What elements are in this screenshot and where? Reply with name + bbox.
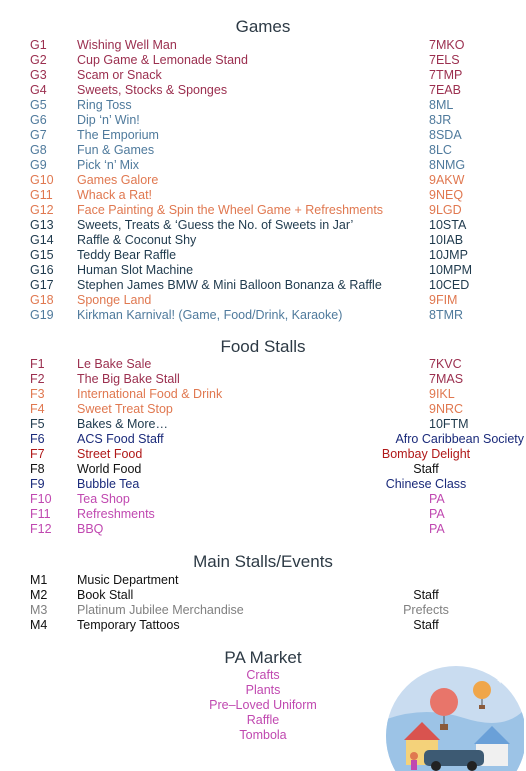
food-stall-row [0, 492, 526, 507]
game-row [0, 68, 526, 83]
game-organiser: 9NEQ [429, 188, 464, 202]
food-stall-row [0, 432, 526, 447]
food-stall-code: F2 [30, 372, 45, 386]
game-name: Human Slot Machine [77, 263, 194, 277]
game-row [0, 233, 526, 248]
food-stall-name: Bubble Tea [77, 477, 140, 491]
food-stall-row [0, 372, 526, 387]
food-stall-name: Bakes & More… [77, 417, 169, 431]
game-code: G15 [30, 248, 54, 262]
food-stall-row [0, 402, 526, 417]
main-stall-name: Music Department [77, 573, 179, 587]
food-stall-row [0, 507, 526, 522]
food-stall-code: F8 [30, 462, 45, 476]
food-stall-name: World Food [77, 462, 142, 476]
game-name: Cup Game & Lemonade Stand [77, 53, 248, 67]
game-row [0, 83, 526, 98]
game-code: G12 [30, 203, 54, 217]
game-code: G4 [30, 83, 47, 97]
main-stall-row [0, 588, 526, 603]
food-stall-name: Sweet Treat Stop [77, 402, 173, 416]
game-name: Kirkman Karnival! (Game, Food/Drink, Karaoke) [77, 308, 343, 322]
game-code: G6 [30, 113, 47, 127]
food-stall-organiser: Bombay Delight [381, 447, 471, 461]
game-code: G16 [30, 263, 54, 277]
main-stall-code: M1 [30, 573, 48, 587]
game-organiser: 10JMP [429, 248, 468, 262]
game-code: G10 [30, 173, 54, 187]
game-name: Dip ‘n’ Win! [77, 113, 140, 127]
game-row [0, 38, 526, 53]
food-stall-name: BBQ [77, 522, 104, 536]
game-code: G13 [30, 218, 54, 232]
main-stall-code: M3 [30, 603, 48, 617]
fair-illustration [384, 660, 524, 771]
game-code: G5 [30, 98, 47, 112]
food-stall-name: Refreshments [77, 507, 155, 521]
main-stall-name: Platinum Jubilee Merchandise [77, 603, 244, 617]
game-code: G18 [30, 293, 54, 307]
food-stall-organiser: PA [429, 507, 445, 521]
game-row [0, 293, 526, 308]
game-organiser: 8JR [429, 113, 452, 127]
game-organiser: 7ELS [429, 53, 460, 67]
food-stall-name: Street Food [77, 447, 143, 461]
food-stall-code: F7 [30, 447, 45, 461]
pa-market-item: Crafts [246, 668, 280, 682]
pa-heading: PA Market [224, 648, 302, 667]
pa-market-item: Tombola [239, 728, 287, 742]
game-organiser: 8NMG [429, 158, 466, 172]
game-row [0, 203, 526, 218]
game-code: G2 [30, 53, 47, 67]
game-code: G1 [30, 38, 47, 52]
food-stall-organiser: 7MAS [429, 372, 464, 386]
game-name: Teddy Bear Raffle [77, 248, 177, 262]
food-stall-organiser: Staff [413, 462, 439, 476]
main-stall-row [0, 573, 526, 588]
game-row [0, 113, 526, 128]
pa-market-item: Raffle [246, 713, 280, 727]
game-code: G8 [30, 143, 47, 157]
main-stall-code: M4 [30, 618, 48, 632]
game-row [0, 308, 526, 323]
game-code: G17 [30, 278, 54, 292]
game-organiser: 7EAB [429, 83, 461, 97]
game-code: G14 [30, 233, 54, 247]
game-row [0, 263, 526, 278]
food-stall-row [0, 462, 526, 477]
game-name: Wishing Well Man [77, 38, 177, 52]
game-name: Sweets, Stocks & Sponges [77, 83, 228, 97]
game-name: Face Painting & Spin the Wheel Game + Refreshments [77, 203, 384, 217]
game-name: Raffle & Coconut Shy [77, 233, 197, 247]
main-heading: Main Stalls/Events [193, 552, 333, 571]
game-organiser: 9FIM [429, 293, 458, 307]
main-stall-name: Book Stall [77, 588, 134, 602]
food-stall-row [0, 447, 526, 462]
food-stall-code: F4 [30, 402, 45, 416]
game-code: G11 [30, 188, 53, 202]
game-name: Whack a Rat! [77, 188, 153, 202]
food-stall-code: F9 [30, 477, 45, 491]
game-code: G3 [30, 68, 47, 82]
game-name: Scam or Snack [77, 68, 162, 82]
food-stall-organiser: 10FTM [429, 417, 469, 431]
main-stall-organiser: Staff [413, 588, 439, 602]
game-row [0, 98, 526, 113]
food-stall-name: ACS Food Staff [77, 432, 164, 446]
food-stall-code: F12 [30, 522, 52, 536]
game-row [0, 128, 526, 143]
game-name: Fun & Games [77, 143, 155, 157]
game-name: Stephen James BMW & Mini Balloon Bonanza & Raffle [77, 278, 382, 292]
food-stall-code: F5 [30, 417, 45, 431]
main-stall-organiser: Staff [413, 618, 439, 632]
food-heading: Food Stalls [220, 337, 306, 356]
game-organiser: 10STA [429, 218, 467, 232]
game-row [0, 173, 526, 188]
games-heading: Games [235, 17, 291, 36]
game-name: Sponge Land [77, 293, 152, 307]
game-code: G19 [30, 308, 54, 322]
food-stall-organiser: Afro Caribbean Society [395, 432, 524, 446]
game-organiser: 8ML [429, 98, 454, 112]
game-organiser: 10IAB [429, 233, 464, 247]
food-stall-row [0, 522, 526, 537]
game-name: Pick ‘n’ Mix [77, 158, 140, 172]
main-stall-code: M2 [30, 588, 48, 602]
food-stall-code: F11 [30, 507, 51, 521]
food-stall-organiser: PA [429, 492, 445, 506]
game-name: Ring Toss [77, 98, 132, 112]
pa-market-item: Plants [245, 683, 281, 697]
game-organiser: 7MKO [429, 38, 465, 52]
food-stall-row [0, 477, 526, 492]
game-organiser: 10MPM [429, 263, 473, 277]
food-stall-code: F1 [30, 357, 45, 371]
game-row [0, 188, 526, 203]
food-stall-code: F6 [30, 432, 45, 446]
game-name: Games Galore [77, 173, 159, 187]
main-stall-row [0, 618, 526, 633]
game-organiser: 9LGD [429, 203, 462, 217]
food-stall-name: Le Bake Sale [77, 357, 152, 371]
food-stall-code: F3 [30, 387, 45, 401]
main-stall-organiser: Prefects [403, 603, 449, 617]
food-stall-row [0, 417, 526, 432]
main-stall-row [0, 603, 526, 618]
game-name: The Emporium [77, 128, 159, 142]
food-stall-name: Tea Shop [77, 492, 130, 506]
game-organiser: 10CED [429, 278, 470, 292]
game-organiser: 8SDA [429, 128, 462, 142]
game-row [0, 278, 526, 293]
game-row [0, 158, 526, 173]
game-name: Sweets, Treats & ‘Guess the No. of Sweets in Jar’ [77, 218, 354, 232]
svg-text:✦: ✦ [496, 676, 505, 687]
game-organiser: 7TMP [429, 68, 463, 82]
main-stall-name: Temporary Tattoos [77, 618, 180, 632]
food-stall-organiser: PA [429, 522, 445, 536]
game-code: G7 [30, 128, 47, 142]
food-stall-name: The Big Bake Stall [77, 372, 180, 386]
food-stall-organiser: 9NRC [429, 402, 464, 416]
food-stall-code: F10 [30, 492, 52, 506]
game-row [0, 53, 526, 68]
game-code: G9 [30, 158, 47, 172]
pa-market-item: Pre–Loved Uniform [209, 698, 317, 712]
food-stall-row [0, 357, 526, 372]
game-row [0, 218, 526, 233]
food-stall-row [0, 387, 526, 402]
game-organiser: 9AKW [429, 173, 465, 187]
food-stall-name: International Food & Drink [77, 387, 223, 401]
food-stall-organiser: 9IKL [429, 387, 455, 401]
game-organiser: 8LC [429, 143, 452, 157]
game-organiser: 8TMR [429, 308, 464, 322]
food-stall-organiser: Chinese Class [385, 477, 467, 491]
food-stall-organiser: 7KVC [429, 357, 462, 371]
game-row [0, 143, 526, 158]
game-row [0, 248, 526, 263]
